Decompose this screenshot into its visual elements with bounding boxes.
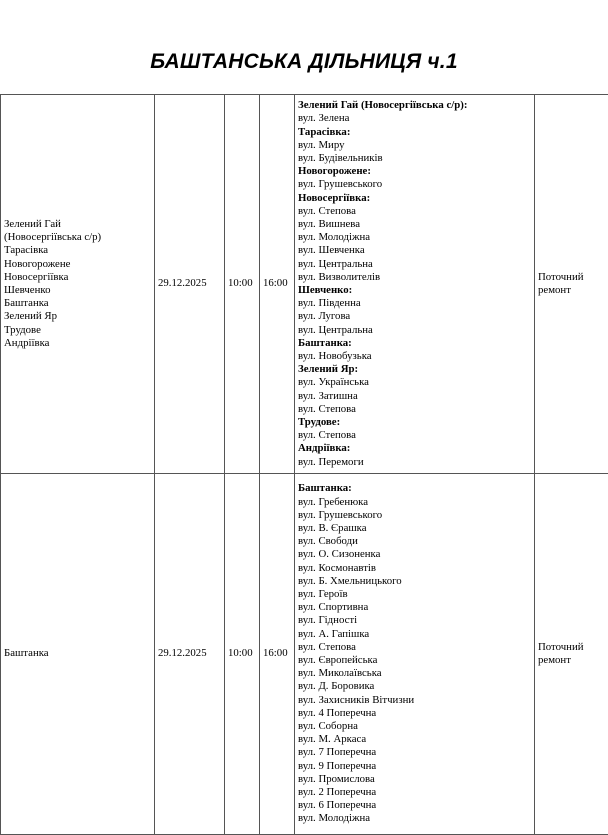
work-type-cell bbox=[535, 95, 608, 474]
end-time-cell: 16:00 bbox=[260, 474, 295, 835]
street-name: вул. Д. Боровика bbox=[298, 680, 531, 693]
work-type-line: ремонт bbox=[538, 284, 605, 297]
street-name: вул. 9 Поперечна bbox=[298, 760, 531, 773]
street-name: вул. Європейська bbox=[298, 654, 531, 667]
street-name: вул. Південна bbox=[298, 297, 531, 310]
street-name: вул. Вишнева bbox=[298, 218, 531, 231]
street-name: вул. В. Єрашка bbox=[298, 522, 531, 535]
street-name: вул. Перемоги bbox=[298, 456, 531, 469]
table-row bbox=[1, 474, 608, 835]
settlement-name: Новогорожене bbox=[4, 258, 151, 271]
settlement-name: Новосергіївка bbox=[4, 271, 151, 284]
settlements-cell bbox=[1, 474, 155, 835]
settlement-heading: Тарасівка: bbox=[298, 126, 531, 139]
settlements-cell bbox=[1, 95, 155, 474]
street-name: вул. Будівельників bbox=[298, 152, 531, 165]
street-name: вул. Миколаївська bbox=[298, 667, 531, 680]
street-name: вул. Героїв bbox=[298, 588, 531, 601]
street-name: вул. Лугова bbox=[298, 310, 531, 323]
settlement-name: Андріївка bbox=[4, 337, 151, 350]
settlement-name: Шевченко bbox=[4, 284, 151, 297]
settlement-heading: Зелений Яр: bbox=[298, 363, 531, 376]
settlement-heading: Зелений Гай (Новосергіївська с/р): bbox=[298, 99, 531, 112]
outage-schedule-table bbox=[0, 94, 608, 835]
street-name: вул. Промислова bbox=[298, 773, 531, 786]
table-row bbox=[1, 95, 608, 474]
start-time-cell: 10:00 bbox=[225, 95, 260, 474]
page-title: БАШТАНСЬКА ДІЛЬНИЦЯ ч.1 bbox=[0, 50, 608, 74]
street-name: вул. Молодіжна bbox=[298, 231, 531, 244]
street-name: вул. Шевченка bbox=[298, 244, 531, 257]
street-name: вул. Визволителів bbox=[298, 271, 531, 284]
street-name: вул. Степова bbox=[298, 205, 531, 218]
settlement-name: (Новосергіївська с/р) bbox=[4, 231, 151, 244]
settlement-name: Баштанка bbox=[4, 297, 151, 310]
street-name: вул. М. Аркаса bbox=[298, 733, 531, 746]
date-cell: 29.12.2025 bbox=[155, 474, 225, 835]
street-name: вул. Грушевського bbox=[298, 509, 531, 522]
street-name: вул. Українська bbox=[298, 376, 531, 389]
street-name: вул. 6 Поперечна bbox=[298, 799, 531, 812]
work-type-line: Поточний bbox=[538, 271, 605, 284]
street-name: вул. Соборна bbox=[298, 720, 531, 733]
street-name: вул. 2 Поперечна bbox=[298, 786, 531, 799]
street-name: вул. Степова bbox=[298, 641, 531, 654]
end-time-cell: 16:00 bbox=[260, 95, 295, 474]
settlement-heading: Трудове: bbox=[298, 416, 531, 429]
settlement-name: Зелений Гай bbox=[4, 218, 151, 231]
start-time-cell: 10:00 bbox=[225, 474, 260, 835]
settlement-heading: Шевченко: bbox=[298, 284, 531, 297]
street-name: вул. Гребенюка bbox=[298, 496, 531, 509]
street-name: вул. 4 Поперечна bbox=[298, 707, 531, 720]
work-type-cell bbox=[535, 474, 608, 835]
street-name: вул. 7 Поперечна bbox=[298, 746, 531, 759]
street-name: вул. Зелена bbox=[298, 112, 531, 125]
street-name: вул. Захисників Вітчизни bbox=[298, 694, 531, 707]
street-name: вул. Гідності bbox=[298, 614, 531, 627]
street-name: вул. Космонавтів bbox=[298, 562, 531, 575]
date-cell: 29.12.2025 bbox=[155, 95, 225, 474]
street-name: вул. Грушевського bbox=[298, 178, 531, 191]
street-name: вул. Новобузька bbox=[298, 350, 531, 363]
settlement-heading: Андріївка: bbox=[298, 442, 531, 455]
street-name: вул. О. Сизоненка bbox=[298, 548, 531, 561]
street-name: вул. Молодіжна bbox=[298, 812, 531, 825]
street-name: вул. Степова bbox=[298, 403, 531, 416]
streets-cell bbox=[295, 474, 535, 835]
street-name: вул. Центральна bbox=[298, 324, 531, 337]
settlement-name: Трудове bbox=[4, 324, 151, 337]
street-name: вул. Затишна bbox=[298, 390, 531, 403]
street-name: вул. Центральна bbox=[298, 258, 531, 271]
street-name: вул. Степова bbox=[298, 429, 531, 442]
street-name: вул. Свободи bbox=[298, 535, 531, 548]
settlement-name: Зелений Яр bbox=[4, 310, 151, 323]
street-name: вул. Б. Хмельницького bbox=[298, 575, 531, 588]
settlement-name: Тарасівка bbox=[4, 244, 151, 257]
settlement-heading: Баштанка: bbox=[298, 482, 531, 495]
street-name: вул. Миру bbox=[298, 139, 531, 152]
work-type-line: ремонт bbox=[538, 654, 605, 667]
work-type-line: Поточний bbox=[538, 641, 605, 654]
street-name: вул. Спортивна bbox=[298, 601, 531, 614]
settlement-heading: Новосергіївка: bbox=[298, 192, 531, 205]
settlement-heading: Новогорожене: bbox=[298, 165, 531, 178]
settlement-heading: Баштанка: bbox=[298, 337, 531, 350]
street-name: вул. А. Гапішка bbox=[298, 628, 531, 641]
streets-cell bbox=[295, 95, 535, 474]
settlement-name: Баштанка bbox=[4, 647, 151, 660]
